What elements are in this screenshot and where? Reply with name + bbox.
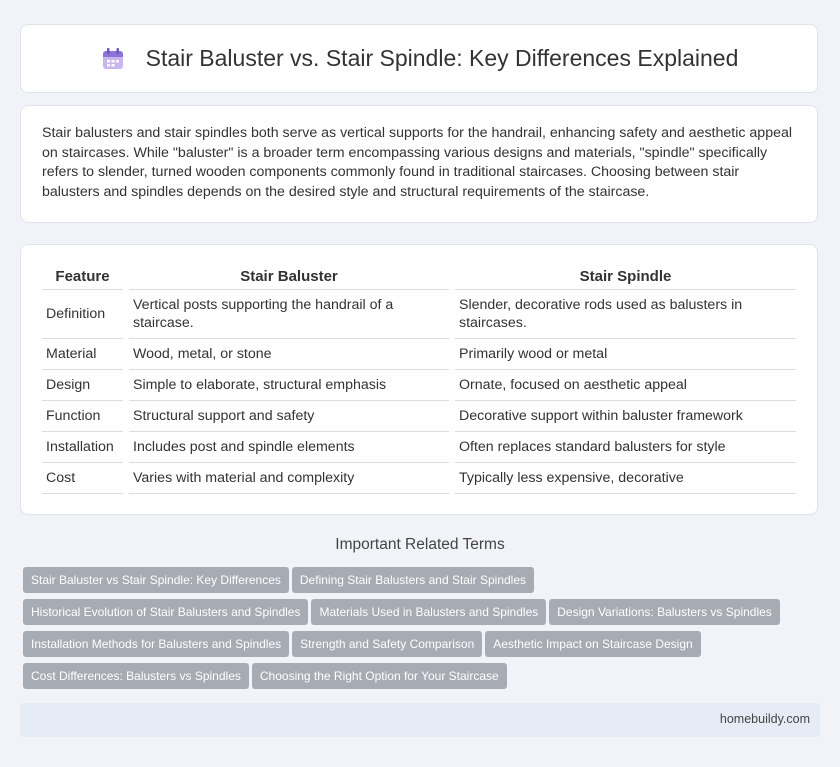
footer-site-link[interactable]: homebuildy.com — [719, 712, 810, 726]
table-cell: Varies with material and complexity — [129, 463, 449, 494]
related-term-tag[interactable]: Strength and Safety Comparison — [292, 631, 482, 657]
related-term-tag[interactable]: Design Variations: Balusters vs Spindles — [549, 599, 780, 625]
table-cell: Definition — [42, 290, 123, 339]
related-term-tag[interactable]: Stair Baluster vs Stair Spindle: Key Differences — [23, 567, 289, 593]
related-terms-list — [23, 567, 813, 695]
table-cell: Often replaces standard balusters for style — [455, 432, 796, 463]
table-row — [42, 463, 796, 494]
page-title — [100, 45, 739, 72]
table-header-row — [42, 264, 796, 290]
table-cell: Cost — [42, 463, 123, 494]
related-term-tag[interactable]: Choosing the Right Option for Your Staircase — [252, 663, 507, 689]
table-cell: Material — [42, 339, 123, 370]
comparison-table — [36, 264, 802, 494]
related-term-tag[interactable]: Cost Differences: Balusters vs Spindles — [23, 663, 249, 689]
table-cell: Includes post and spindle elements — [129, 432, 449, 463]
table-cell: Ornate, focused on aesthetic appeal — [455, 370, 796, 401]
related-term-tag[interactable]: Installation Methods for Balusters and Spindles — [23, 631, 289, 657]
calendar-icon — [100, 46, 126, 72]
intro-text: Stair balusters and stair spindles both serve as vertical supports for the handrail, enhancing safety and aesthetic appeal on staircases. While "baluster" is a broader term encompassing various designs and materials, "spindle" specifically refers to slender, turned wooden components commonly found in traditional staircases. Choosing between stair balusters and spindles depends on the desired style and structural requirements of the staircase. — [42, 125, 793, 200]
page-title-text: Stair Baluster vs. Stair Spindle: Key Differences Explained — [145, 45, 739, 71]
column-header: Stair Baluster — [129, 264, 449, 290]
table-cell: Installation — [42, 432, 123, 463]
table-cell: Function — [42, 401, 123, 432]
table-row — [42, 339, 796, 370]
related-term-tag[interactable]: Materials Used in Balusters and Spindles — [311, 599, 546, 625]
table-row — [42, 290, 796, 339]
table-cell: Wood, metal, or stone — [129, 339, 449, 370]
related-term-tag[interactable]: Historical Evolution of Stair Balusters and Spindles — [23, 599, 308, 625]
column-header: Stair Spindle — [455, 264, 796, 290]
related-terms-title: Important Related Terms — [335, 536, 505, 553]
comparison-card — [20, 244, 818, 515]
table-cell: Primarily wood or metal — [455, 339, 796, 370]
title-card — [20, 24, 818, 93]
table-cell: Simple to elaborate, structural emphasis — [129, 370, 449, 401]
related-term-tag[interactable]: Defining Stair Balusters and Stair Spindles — [292, 567, 534, 593]
table-row — [42, 401, 796, 432]
table-row — [42, 432, 796, 463]
column-header: Feature — [42, 264, 123, 290]
table-cell: Structural support and safety — [129, 401, 449, 432]
table-cell: Slender, decorative rods used as balusters in staircases. — [455, 290, 796, 339]
intro-card — [20, 105, 818, 223]
table-cell: Design — [42, 370, 123, 401]
footer — [20, 703, 820, 737]
table-cell: Decorative support within baluster framework — [455, 401, 796, 432]
table-row — [42, 370, 796, 401]
table-cell: Typically less expensive, decorative — [455, 463, 796, 494]
related-term-tag[interactable]: Aesthetic Impact on Staircase Design — [485, 631, 700, 657]
table-cell: Vertical posts supporting the handrail of a staircase. — [129, 290, 449, 339]
